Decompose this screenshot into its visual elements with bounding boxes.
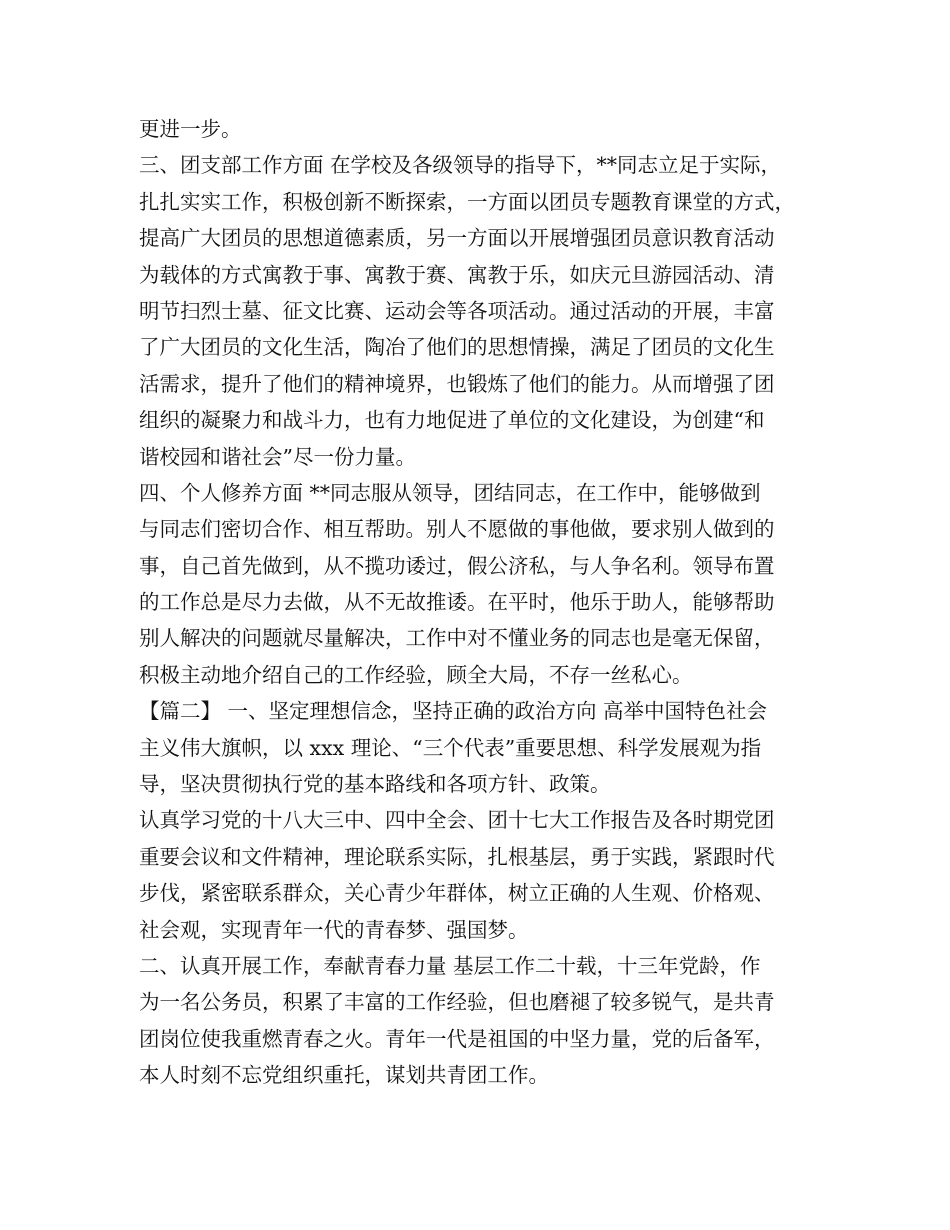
text-line: 活需求，提升了他们的精神境界，也锻炼了他们的能力。从而增强了团	[139, 371, 775, 396]
text-line: 组织的凝聚力和战斗力，也有力地促进了单位的文化建设，为创建“和	[139, 408, 765, 433]
text-line: 更进一步。	[139, 117, 242, 141]
text-line: 二、认真开展工作，奉献青春力量 基层工作二十载，十三年党龄，作	[139, 953, 761, 978]
text-line: 为一名公务员，积累了丰富的工作经验，但也磨褪了较多锐气，是共青	[139, 990, 775, 1015]
text-line: 三、团支部工作方面 在学校及各级领导的指导下，**同志立足于实际，	[139, 153, 782, 178]
text-line: 明节扫烈士墓、征文比赛、运动会等各项活动。通过活动的开展，丰富	[139, 298, 775, 323]
text-line: 与同志们密切合作、相互帮助。别人不愿做的事他做，要求别人做到的	[139, 517, 775, 542]
text-line: 的工作总是尽力去做，从不无故推诿。在平时，他乐于助人，能够帮助	[139, 590, 775, 615]
text-line: 本人时刻不忘党组织重托，谋划共青团工作。	[139, 1063, 549, 1088]
text-line: 四、个人修养方面 **同志服从领导，团结同志，在工作中，能够做到	[139, 480, 761, 505]
text-line: 认真学习党的十八大三中、四中全会、团十七大工作报告及各时期党团	[139, 808, 775, 833]
text-line: 重要会议和文件精神，理论联系实际，扎根基层，勇于实践，紧跟时代	[139, 844, 775, 869]
text-line: 社会观，实现青年一代的青春梦、强国梦。	[139, 917, 529, 942]
text-line: 【篇二】 一、坚定理想信念，坚持正确的政治方向 高举中国特色社会	[139, 699, 768, 724]
document-body	[139, 111, 839, 1094]
text-line: 团岗位使我重燃青春之火。青年一代是祖国的中坚力量，党的后备军，	[139, 1026, 775, 1051]
text-line: 谐校园和谐社会”尽一份力量。	[139, 444, 416, 469]
text-line: 提高广大团员的思想道德素质，另一方面以开展增强团员意识教育活动	[139, 226, 775, 251]
text-line: 积极主动地介绍自己的工作经验，顾全大局，不存一丝私心。	[139, 662, 693, 687]
text-line: 了广大团员的文化生活，陶冶了他们的思想情操，满足了团员的文化生	[139, 335, 775, 360]
text-line: 导，坚决贯彻执行党的基本路线和各项方针、政策。	[139, 772, 611, 797]
text-line: 步伐，紧密联系群众，关心青少年群体，树立正确的人生观、价格观、	[139, 881, 775, 906]
text-line: 事，自己首先做到，从不揽功诿过，假公济私，与人争名利。领导布置	[139, 553, 775, 578]
text-line: 为载体的方式寓教于事、寓教于赛、寓教于乐，如庆元旦游园活动、清	[139, 262, 775, 287]
text-line: 别人解决的问题就尽量解决，工作中对不懂业务的同志也是毫无保留，	[139, 626, 775, 651]
text-line: 主义伟大旗帜，以 xxx 理论、“三个代表”重要思想、科学发展观为指	[139, 735, 762, 760]
text-line: 扎扎实实工作，积极创新不断探索，一方面以团员专题教育课堂的方式，	[139, 189, 795, 214]
